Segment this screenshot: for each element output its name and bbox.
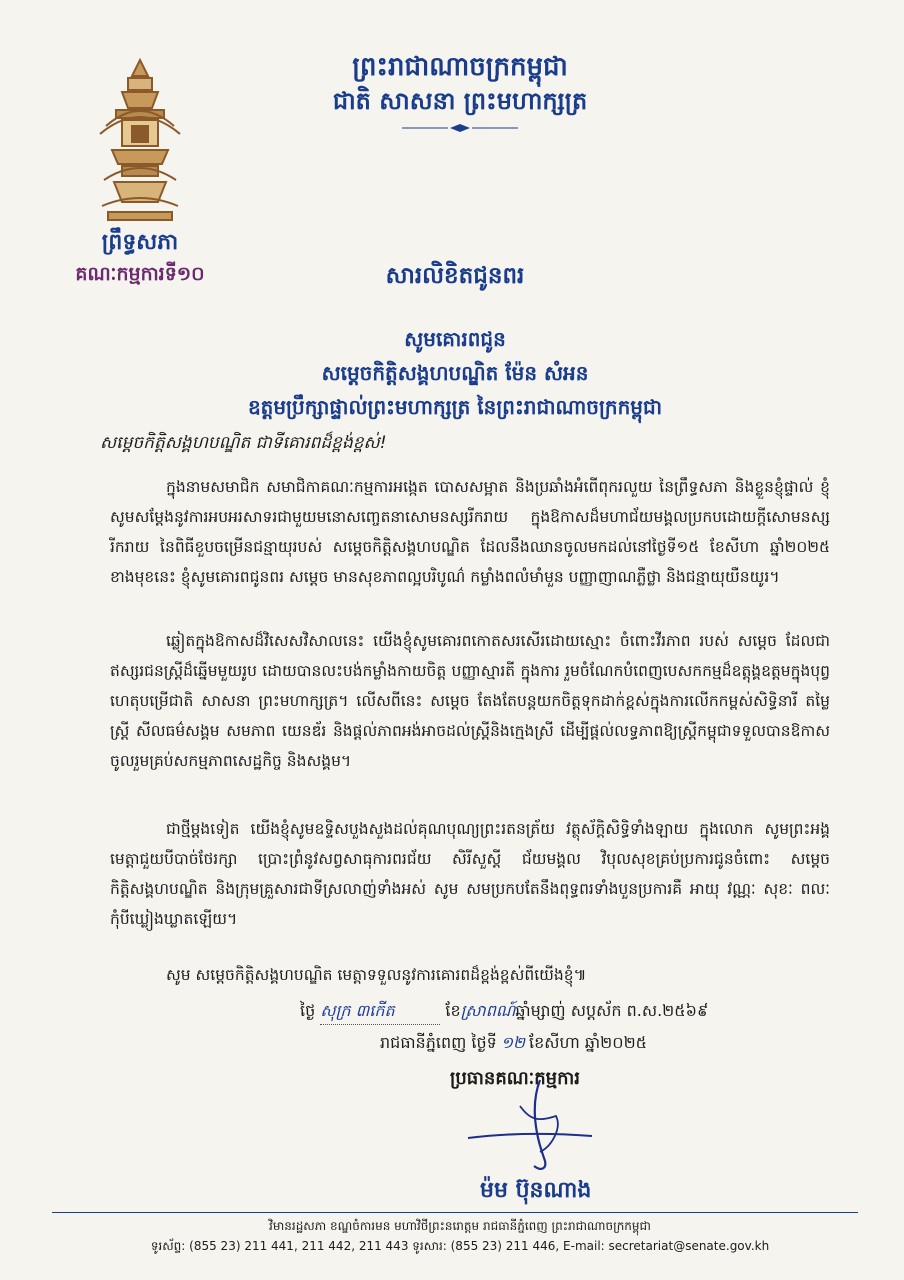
solar-day-handwritten: ១២ [500, 1033, 526, 1052]
handwritten-signature [460, 1076, 600, 1176]
lunar-day-handwritten: សុក្រ ៣កើត [320, 1000, 440, 1025]
motto-ornament [400, 118, 520, 128]
national-motto: ជាតិ សាសនា ព្រះមហាក្សត្រ [332, 87, 588, 115]
letter-type: សារលិខិតជូនពរ [385, 263, 525, 289]
paragraph-2: ឆ្លៀតក្នុងឱកាសដ៏វិសេសវិសាលនេះ យើងខ្ញុំសូមគោរពកោតសរសើរដោយស្មោះ ចំពោះវីរភាព របស់ សម្តេច ដែលជាឥស្សរជនស្ត្រីដ៏ឆ្នើមមួយរូប ដោយបានលះបង់កម្លាំងកាយចិត្ត បញ្ញាស្មារតី ក្នុងការ រួមចំណែកបំពេញបេសកកម្មដ៏ឧត្តុង្គឧត្តមក្នុងបុព្វហេតុបម្រើជាតិ សាសនា ព្រះមហាក្សត្រ។ លើសពីនេះ សម្តេច តែងតែបន្តយកចិត្តទុកដាក់ខ្ពស់ក្នុងការលើកកម្ពស់សិទ្ធិនារី តម្លៃស្ត្រី សីលធម៌សង្គម សមភាព យេនឌ័រ និងផ្តល់ភាពអង់អាចដល់ស្ត្រីនិងក្មេងស្រី ដើម្បីផ្តល់លទ្ធភាពឱ្យស្ត្រីកម្ពុជាទទួលបានឱកាស ចូលរួមគ្រប់សកម្មភាពសេដ្ឋកិច្ច និងសង្គម។ [110, 632, 830, 770]
kingdom-title: ព្រះរាជាណាចក្រកម្ពុជា [352, 52, 568, 82]
lunar-date-prefix: ថ្ងៃ [300, 1001, 316, 1020]
paragraph-4: សូម សម្តេចកិត្តិសង្គហបណ្ឌិត មេត្តាទទួលនូវការគោរពដ៏ខ្ពង់ខ្ពស់ពីយើងខ្ញុំ៕ [166, 966, 587, 984]
paragraph-3: ជាថ្មីម្តងទៀត យើងខ្ញុំសូមឧទ្ទិសបួងសួងដល់គុណបុណ្យព្រះរតនត្រ័យ វត្ថុស័ក្តិសិទ្ធិទាំងឡាយ ក្នុងលោក សូមព្រះអង្គមេត្តាជួយបីបាច់ថែរក្សា ប្រោះព្រំនូវសព្វសាធុការពរជ័យ សិរីសួស្តី ជ័យមង្គល វិបុលសុខគ្រប់ប្រការជូនចំពោះ សម្តេចកិត្តិសង្គហបណ្ឌិត និងក្រុមគ្រួសារជាទីស្រលាញ់ទាំងអស់ សូម សមប្រកបតែនឹងពុទ្ធពរទាំងបួនប្រការគឺ អាយុ វណ្ណៈ សុខៈ ពលៈ កុំបីឃ្លៀងឃ្លាតឡើយ។ [110, 820, 830, 928]
signatory-name: ម៉ម ប៊ុនណាង [480, 1178, 592, 1203]
salutation: សម្តេចកិត្តិសង្គហបណ្ឌិត ជាទីគោរពដ៏ខ្ពង់ខ្ពស់! [100, 433, 387, 453]
footer-contacts [150, 1238, 770, 1256]
recipient-name: សម្តេចកិត្តិសង្គហបណ្ឌិត ម៉ែន សំអន [321, 361, 589, 385]
footer-divider [52, 1212, 858, 1213]
senate-emblem [92, 56, 188, 224]
solar-date-prefix: រាជធានីភ្នំពេញ ថ្ងៃទី [380, 1033, 497, 1052]
institution-name: ព្រឹទ្ធសភា [101, 230, 179, 255]
phone-numbers: (855 23) 211 441, 211 442, 211 443 [189, 1239, 409, 1253]
commission-name: គណៈកម្មការទី១០ [75, 263, 205, 285]
signatory-title: ប្រធានគណៈកម្មការ [450, 1068, 580, 1089]
phone-label: ទូរស័ព្ទ: [150, 1239, 186, 1253]
lunar-year: ឆ្នាំម្សាញ់ សប្តស័ក ព.ស.២៥៦៩ [515, 1001, 709, 1020]
solar-date-suffix: ខែសីហា ឆ្នាំ២០២៥ [529, 1033, 648, 1052]
lunar-month-label: ខែ [445, 1001, 461, 1020]
solar-date-line [380, 1032, 820, 1056]
respectfully-line: សូមគោរពជូន [404, 327, 506, 351]
lunar-date-line [300, 1000, 820, 1025]
paragraph-1: ក្នុងនាមសមាជិក សមាជិកាគណៈកម្មការអង្កេត បោសសម្អាត និងប្រឆាំងអំពើពុករលួយ នៃព្រឹទ្ធសភា និងខ្លួនខ្ញុំផ្ទាល់ ខ្ញុំសូមសម្តែងនូវការអបអរសាទរជាមួយមនោសញ្ចេតនាសោមនស្សរីករាយ ក្នុងឱកាសដ៏មហាជ័យមង្គលប្រកបដោយក្តីសោមនស្សរីករាយ នៃពិធីខួបចម្រើនជន្មាយុរបស់ សម្តេចកិត្តិសង្គហបណ្ឌិត ដែលនឹងឈានចូលមកដល់នៅថ្ងៃទី១៥ ខែសីហា ឆ្នាំ២០២៥ ខាងមុខនេះ ខ្ញុំសូមគោរពជូនពរ សម្តេច មានសុខភាពល្អបរិបូណ៌ កម្លាំងពលំមាំមួន បញ្ញាញាណភ្លឺថ្លា និងជន្មាយុយឺនយូរ។ [110, 478, 830, 586]
fax-email: (855 23) 211 446, E-mail: secretariat@senate.gov.kh [450, 1239, 770, 1253]
fax-label: ទូរសារ: [412, 1239, 447, 1253]
lunar-month-handwritten: ស្រាពណ៍ [460, 1001, 516, 1020]
footer-address: វិមានរដ្ឋសភា ខណ្ឌចំការមន មហាវិថីព្រះនរោត្តម រាជធានីភ្នំពេញ ព្រះរាជាណាចក្រកម្ពុជា [269, 1219, 651, 1233]
recipient-title: ឧត្តមប្រឹក្សាផ្ទាល់ព្រះមហាក្សត្រ នៃព្រះរាជាណាចក្រកម្ពុជា [247, 395, 663, 419]
